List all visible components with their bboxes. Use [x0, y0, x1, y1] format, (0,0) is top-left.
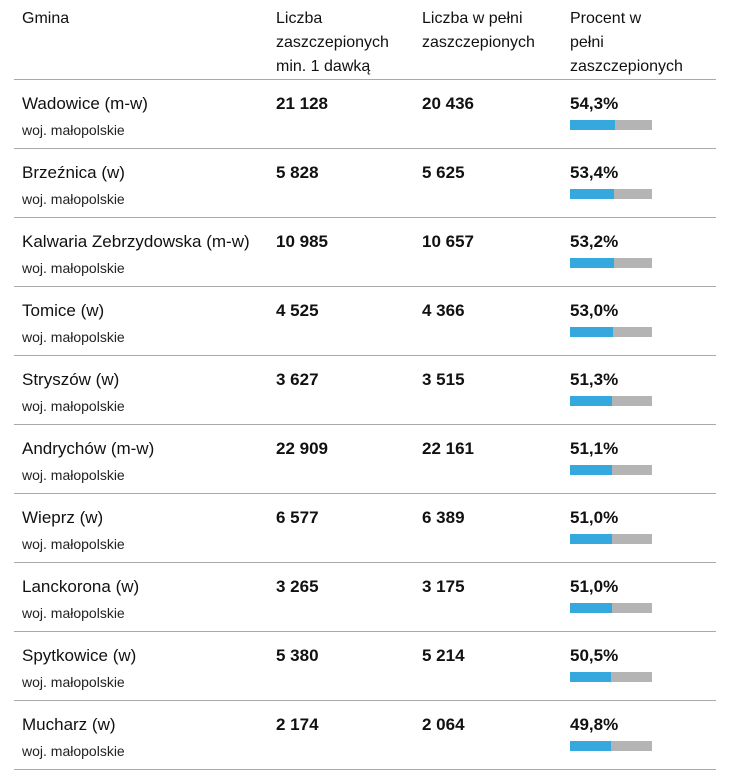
- progress-bar-fill: [570, 741, 611, 751]
- progress-bar-fill: [570, 465, 612, 475]
- gmina-name: Mucharz (w): [22, 715, 116, 734]
- column-header-percent-fully-vaccinated: Procent w pełni zaszczepionych: [570, 10, 683, 75]
- region-label: woj. małopolskie: [22, 467, 125, 483]
- percent-cell: [570, 301, 716, 355]
- fully-vaccinated-value: 2 064: [422, 715, 465, 734]
- region-label: woj. małopolskie: [22, 398, 125, 414]
- fully-vaccinated-value: 5 214: [422, 646, 465, 665]
- table-row: [14, 632, 716, 701]
- percent-cell: [570, 163, 716, 217]
- fully-vaccinated-value: 22 161: [422, 439, 474, 458]
- fully-vaccinated-value: 5 625: [422, 163, 465, 182]
- percent-cell: [570, 577, 716, 631]
- table-row: [14, 701, 716, 770]
- progress-bar: [570, 189, 652, 199]
- progress-bar: [570, 672, 652, 682]
- table-row: [14, 425, 716, 494]
- vaccinated-min-1-dose-value: 5 380: [276, 646, 319, 665]
- gmina-cell: [14, 508, 276, 562]
- column-header-gmina: Gmina: [22, 10, 70, 27]
- table-row: [14, 356, 716, 425]
- progress-bar-fill: [570, 189, 614, 199]
- fully-vaccinated-value: 10 657: [422, 232, 474, 251]
- gmina-cell: [14, 370, 276, 424]
- gmina-cell: [14, 646, 276, 700]
- progress-bar-fill: [570, 603, 612, 613]
- gmina-name: Andrychów (m-w): [22, 439, 155, 458]
- fully-vaccinated-value: 3 175: [422, 577, 465, 596]
- progress-bar-fill: [570, 396, 612, 406]
- table-row: [14, 287, 716, 356]
- percent-cell: [570, 232, 716, 286]
- fully-vaccinated-value: 6 389: [422, 508, 465, 527]
- percent-label: 49,8%: [570, 715, 619, 734]
- gmina-name: Spytkowice (w): [22, 646, 137, 665]
- progress-bar: [570, 603, 652, 613]
- region-label: woj. małopolskie: [22, 743, 125, 759]
- vaccinated-min-1-dose-value: 10 985: [276, 232, 328, 251]
- vaccinated-min-1-dose-value: 3 265: [276, 577, 319, 596]
- progress-bar-fill: [570, 258, 614, 268]
- table-row: [14, 494, 716, 563]
- gmina-name: Stryszów (w): [22, 370, 120, 389]
- gmina-cell: [14, 232, 276, 286]
- progress-bar: [570, 258, 652, 268]
- fully-vaccinated-value: 3 515: [422, 370, 465, 389]
- progress-bar: [570, 465, 652, 475]
- table-header: [14, 0, 716, 80]
- gmina-cell: [14, 94, 276, 148]
- progress-bar: [570, 327, 652, 337]
- region-label: woj. małopolskie: [22, 674, 125, 690]
- region-label: woj. małopolskie: [22, 260, 125, 276]
- table-row: [14, 218, 716, 287]
- progress-bar-fill: [570, 534, 612, 544]
- progress-bar: [570, 534, 652, 544]
- percent-label: 50,5%: [570, 646, 619, 665]
- percent-cell: [570, 439, 716, 493]
- percent-label: 53,2%: [570, 232, 619, 251]
- gmina-cell: [14, 577, 276, 631]
- percent-cell: [570, 508, 716, 562]
- percent-cell: [570, 715, 716, 769]
- progress-bar-fill: [570, 120, 615, 130]
- percent-label: 51,1%: [570, 439, 619, 458]
- percent-label: 53,4%: [570, 163, 619, 182]
- vaccinated-min-1-dose-value: 22 909: [276, 439, 328, 458]
- gmina-name: Lanckorona (w): [22, 577, 140, 596]
- vaccinated-min-1-dose-value: 3 627: [276, 370, 319, 389]
- percent-label: 51,3%: [570, 370, 619, 389]
- gmina-name: Kalwaria Zebrzydowska (m-w): [22, 232, 250, 251]
- vaccinated-min-1-dose-value: 5 828: [276, 163, 319, 182]
- fully-vaccinated-value: 20 436: [422, 94, 474, 113]
- table-body: [14, 80, 716, 770]
- percent-cell: [570, 646, 716, 700]
- column-header-fully-vaccinated: Liczba w pełni zaszczepionych: [422, 10, 535, 51]
- progress-bar: [570, 120, 652, 130]
- percent-label: 53,0%: [570, 301, 619, 320]
- vaccinated-min-1-dose-value: 4 525: [276, 301, 319, 320]
- vaccinated-min-1-dose-value: 6 577: [276, 508, 319, 527]
- region-label: woj. małopolskie: [22, 329, 125, 345]
- percent-label: 51,0%: [570, 577, 619, 596]
- gmina-cell: [14, 439, 276, 493]
- percent-label: 51,0%: [570, 508, 619, 527]
- table-row: [14, 149, 716, 218]
- vaccinated-min-1-dose-value: 21 128: [276, 94, 328, 113]
- region-label: woj. małopolskie: [22, 191, 125, 207]
- gmina-cell: [14, 163, 276, 217]
- progress-bar-fill: [570, 672, 611, 682]
- percent-label: 54,3%: [570, 94, 619, 113]
- table-row: [14, 80, 716, 149]
- gmina-name: Brzeźnica (w): [22, 163, 125, 182]
- region-label: woj. małopolskie: [22, 536, 125, 552]
- gmina-name: Wadowice (m-w): [22, 94, 148, 113]
- vaccinated-min-1-dose-value: 2 174: [276, 715, 319, 734]
- gmina-cell: [14, 301, 276, 355]
- fully-vaccinated-value: 4 366: [422, 301, 465, 320]
- percent-cell: [570, 94, 716, 148]
- region-label: woj. małopolskie: [22, 605, 125, 621]
- gmina-name: Wieprz (w): [22, 508, 104, 527]
- gmina-name: Tomice (w): [22, 301, 105, 320]
- progress-bar: [570, 396, 652, 406]
- percent-cell: [570, 370, 716, 424]
- column-header-vaccinated-min-1-dose: Liczba zaszczepionych min. 1 dawką: [276, 10, 389, 75]
- table-row: [14, 563, 716, 632]
- progress-bar: [570, 741, 652, 751]
- progress-bar-fill: [570, 327, 613, 337]
- region-label: woj. małopolskie: [22, 122, 125, 138]
- gmina-cell: [14, 715, 276, 769]
